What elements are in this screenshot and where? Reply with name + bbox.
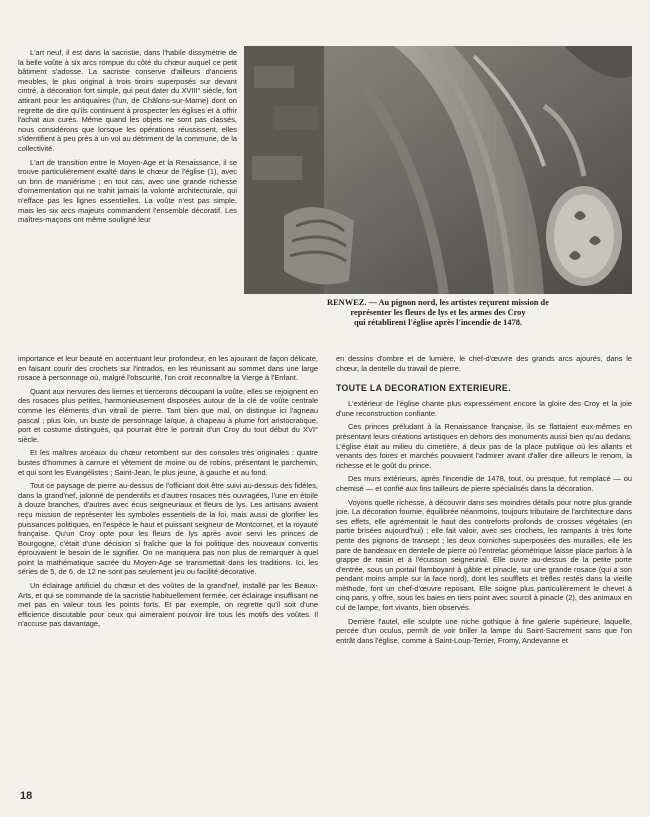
paragraph: L'art de transition entre le Moyen-Age et la Renaissance, il se trouve particulièrement exalté dans le chœur de l'église (1), avec un brin de maniérisme ; en tout cas, avec une grande richesse d'ornementation qui ne trahit jamais la volonté architecturale, qui n'efface pas les lignes essentielles. La voûte n'est pas simple, mais les six arcs majeurs commandent l'ensemble décoratif. Les maîtres-maçons ont même souligné leur <box>18 157 237 225</box>
paragraph: importance et leur beauté en accentuant leur profondeur, en les ajourant de façon délicate, en faisant courir des crochets sur l'intrados, en les réunissant au sommet dans une large rosace à personnage où, malgré l'obscurité, l'on croit reconnaître la Vierge à l'Enfant. <box>18 354 318 383</box>
paragraph: Derrière l'autel, elle sculpte une niche gothique à fine galerie supérieure, laquelle, percée d'un oculus, permît de voir briller la lampe du Saint-Sacrement sans que l'on entrât dans l'église, comme à Saint-Loup-Terrier, Fromy, Andevanne et <box>336 616 632 645</box>
left-column-top <box>18 48 237 225</box>
caption-line: RENWEZ. — Au pignon nord, les artistes reçurent mission de <box>327 298 549 307</box>
left-column-bottom <box>18 354 318 629</box>
paragraph: L'art neuf, il est dans la sacristie, dans l'habile dissymétrie de la belle voûte à six arcs rompue du côté du chœur auquel ce petit bâtiment s'adosse. La sacristie conserve d'ailleurs d'anciens meubles, le plus original à trois tiroirs superposés sur devant cintré, à décoration fort simple, qui peut dater du XVIII° siècle, fort attirant pour les antiquaires (l'un, de Châlons-sur-Marne) dont on regrette de dire qu'ils continuent à prospecter les églises et à offrir l'achat aux curés. Même quand les objets ne sont pas classés, nous considérons que lorsque les opérations réussissent, elles s'identifient à peu près à un vol au détriment de la commune, de la collectivité. <box>18 48 237 153</box>
caption-line: représenter les fleurs de lys et les armes des Croy <box>350 308 526 317</box>
section-heading: TOUTE LA DECORATION EXTERIEURE. <box>336 383 511 394</box>
page-number: 18 <box>20 790 33 802</box>
paragraph: Quant aux nervures des liernes et tiercerons découpant la voûte, elles se rejoignent en des rosaces plus petites, harmonieusement disposées autour de la clé de voûte centrale comme les éléments d'un vitrail de pierre. Tant bien que mal, on distingue ici l'agneau pascal ; plus loin, un buste de personnage laïque, à chapeau à plume fort aristocratique, port et costume distingués, qui pourrait être le portrait d'un Croy du tout début du XVI° siècle. <box>18 386 318 444</box>
paragraph: Tout ce paysage de pierre au-dessus de l'officiant doit être suivi au-dessus des fidèles, dans la grand'nef, jalonné de pendentifs et d'autres rosaces très ouvragées, l'une en étoile à douze branches, d'autres avec écus seigneuriaux et fleurs de lys. Les artisans avaient reçu mission de représenter les symboles essentiels de la foi, mais aussi de glorifier les puissances politiques, en l'espèce le haut et puissant seigneur de Montcornet, et la royauté française. Qu'un Croy opte pour les fleurs de lys après avoir servi les princes de Bourgogne, c'était d'une décision si fraîche que la foi politique des nouveaux convertis éprouvaient le besoin de le signifier. On ne manquera pas non plus de remarquer à quel point la mathématique sacrée du Moyen-Age se transmettait dans les traditions. Ici, les séries de 5, de 6, de 12 ne sont pas seulement jeu ou facilité décorative. <box>18 481 318 577</box>
paragraph: Ces princes préludant à la Renaissance française, ils se flattaient eux-mêmes en présentant leurs créations artistiques en dehors des monuments aussi bien qu'au dedans. L'église était au milieu du cimetière, à deux pas de la place publique où les allants et venants des foires et marchés pouvaient l'admirer avant d'aller dire ailleurs le renom, la richesse et le goût du prince. <box>336 422 632 470</box>
paragraph: Voyons quelle richesse, à découvrir dans ses moindres détails pour notre plus grande joie. La décoration fournie, équilibrée néanmoins, toujours tributaire de l'architecture dans ses effets, elle agrémentait le haut des contreforts profonds de crosses végétales (en partie brisées aujourd'hui) ; elle fait valoir, avec ses crochets, les rampants à très forte pente des pignons de transept ; les deux corniches superposées des murailles, elle les pare de bandeaux en dentelle de pierre où l'entrelac géométrique laisse place parfois à la grappe de raisin et à l'écusson seigneurial. Elle ouvre au-dessus de la petite porte d'entrée, sous un portail flamboyant à gâble et pinacle, sur une grande rosace (qui a son pendant moins ample sur la face nord), dont les soufflets et trèfles restés dans la vieille méthode, font un chef-d'œuvre reposant. Elle soigne plus particulièrement le chevet à cinq pans, y offre, sous les baies en tiers point avec sourcil à pinacle (2), des animaux en cul de lampe, fort vivants, bien observés. <box>336 497 632 613</box>
right-column <box>336 354 632 645</box>
caption-line: qui rétablirent l'église après l'incendie de 1478. <box>353 318 523 327</box>
paragraph: Des murs extérieurs, après l'incendie de 1478, tout, ou presque, fut remplacé — ou chemisé — et confié aux fins tailleurs de pierre spécialisés dans la décoration. <box>336 474 632 493</box>
paragraph: Et les maîtres arceaux du chœur retombent sur des consoles très originales : quatre bustes d'hommes à carrure et vêtement de moine ou de robins, présentant le parchemin, et qui sont les Evangélistes ; Saint-Jean, le plus jeune, à gauche et au fond. <box>18 448 318 477</box>
paragraph: L'extérieur de l'église chante plus expressément encore la gloire des Croy et la joie d'une reconstruction confiante. <box>336 399 632 418</box>
stone-sculpture-illustration <box>244 46 632 294</box>
paragraph: en dessins d'ombre et de lumière, le chef-d'œuvre des grands arcs ajourés, dans le chœur, la dentelle du travail de pierre. <box>336 354 632 373</box>
photo-caption <box>244 298 632 328</box>
paragraph: Un éclairage artificiel du chœur et des voûtes de la grand'nef, installé par les Beaux-Arts, et qui se commande de la sacristie habituellement fermée, cet éclairage insuffisant ne met pas en valeur tous les points forts. Et par exemple, on regrette qu'il soit d'une efficience discutable pour ceux qui aimeraient pouvoir lire tous les motifs des voûtes. Il n'accuse pas davantage, <box>18 581 318 629</box>
stone-sculpture-photo <box>244 46 632 294</box>
